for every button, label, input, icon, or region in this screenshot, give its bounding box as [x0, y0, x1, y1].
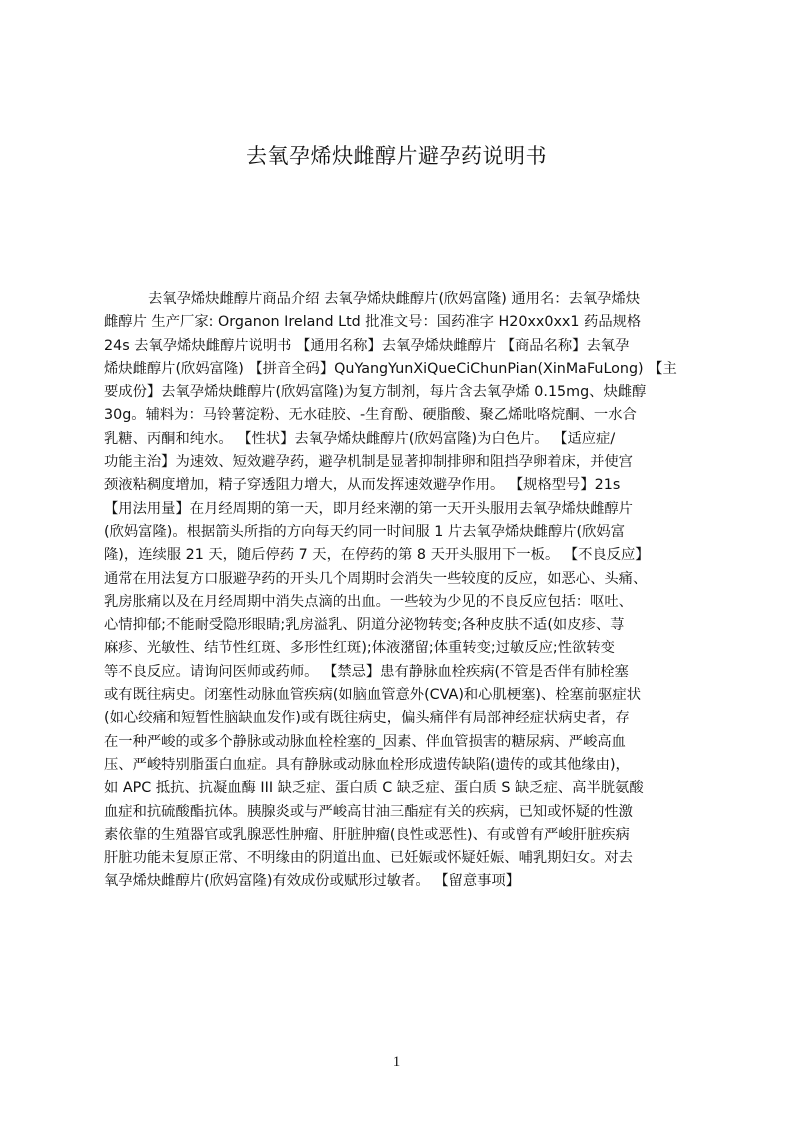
body-line: 要成份】去氧孕烯炔雌醇片(欣妈富隆)为复方制剂，每片含去氧孕烯 0.15mg、炔雌醇: [104, 384, 647, 401]
body-line: 去氧孕烯炔雌醇片商品介绍 去氧孕烯炔雌醇片(欣妈富隆) 通用名：去氧孕烯炔: [148, 291, 641, 307]
body-line: 颈液粘稠度增加，精子穿透阻力增大，从而发挥速效避孕作用。 【规格型号】21s: [104, 477, 621, 494]
body-line: 功能主治】为速效、短效避孕药，避孕机制是显著抑制排卵和阻挡孕卵着床，并使宫: [104, 454, 633, 471]
body-line: 烯炔雌醇片(欣妈富隆) 【拼音全码】QuYangYunXiQueCiChunPian(XinMaFuLong) 【主: [104, 360, 677, 377]
body-line: 如 APC 抵抗、抗凝血酶 III 缺乏症、蛋白质 C 缺乏症、蛋白质 S 缺乏症、高半胱氨酸: [104, 780, 644, 797]
body-line: 压、严峻特别脂蛋白血症。具有静脉或动脉血栓形成遗传缺陷(遗传的或其他缘由)，: [104, 756, 630, 773]
body-line: (欣妈富隆)。根据箭头所指的方向每天约同一时间服 1 片去氧孕烯炔雌醇片(欣妈富: [104, 523, 626, 540]
body-line: 通常在用法复方口服避孕药的开头几个周期时会消失一些较度的反应，如恶心、头痛、: [104, 570, 648, 587]
document-title: 去氧孕烯炔雌醇片避孕药说明书: [246, 144, 547, 168]
body-line: 心情抑郁;不能耐受隐形眼睛;乳房溢乳、阴道分泌物转变;各种皮肤不适(如皮疹、荨: [104, 617, 625, 634]
body-line: 素依靠的生殖器官或乳腺恶性肿瘤、肝脏肿瘤(良性或恶性)、有或曾有严峻肝脏疾病: [104, 826, 630, 843]
body-line: 30g。辅料为：马铃薯淀粉、无水硅胶、-生育酚、硬脂酸、聚乙烯吡咯烷酮、一水合: [104, 407, 637, 424]
body-line: 麻疹、光敏性、结节性红斑、多形性红斑);体液潴留;体重转变;过敏反应;性欲转变: [104, 640, 615, 657]
body-line: 血症和抗硫酸酯抗体。胰腺炎或与严峻高甘油三酯症有关的疾病，已知或怀疑的性激: [104, 803, 633, 820]
body-line: 等不良反应。请询问医师或药师。 【禁忌】患有静脉血栓疾病(不管是否伴有肺栓塞: [104, 663, 629, 680]
body-line: 在一种严峻的或多个静脉或动脉血栓栓塞的_因素、伴血管损害的糖尿病、严峻高血: [104, 733, 626, 750]
body-line: 肝脏功能未复原正常、不明缘由的阴道出血、已妊娠或怀疑妊娠、哺乳期妇女。对去: [104, 850, 633, 867]
document-body: [104, 288, 708, 894]
body-line: 乳房胀痛以及在月经周期中消失点滴的出血。一些较为少见的不良反应包括：呕吐、: [104, 593, 633, 610]
body-line: 或有既往病史。闭塞性动脉血管疾病(如脑血管意外(CVA)和心肌梗塞)、栓塞前驱症状: [104, 687, 642, 704]
body-line: 氧孕烯炔雌醇片(欣妈富隆)有效成份或赋形过敏者。 【留意事项】: [104, 873, 521, 890]
page-number: 1: [392, 1054, 401, 1070]
body-line: 【用法用量】在月经周期的第一天，即月经来潮的第一天开头服用去氧孕烯炔雌醇片: [104, 500, 633, 517]
body-line: 24s 去氧孕烯炔雌醇片说明书 【通用名称】去氧孕烯炔雌醇片 【商品名称】去氧孕: [104, 337, 630, 354]
body-line: 乳糖、丙酮和纯水。 【性状】去氧孕烯炔雌醇片(欣妈富隆)为白色片。 【适应症/: [104, 430, 616, 447]
body-line: 隆)，连续服 21 天，随后停药 7 天，在停药的第 8 天开头服用下一板。 【不良反应】: [104, 547, 650, 564]
body-line: 雌醇片 生产厂家: Organon Ireland Ltd 批准文号：国药准字 H20xx0xx1 药品规格: [104, 314, 642, 331]
body-line: (如心绞痛和短暂性脑缺血发作)或有既往病史，偏头痛伴有局部神经症状病史者，存: [104, 710, 630, 727]
